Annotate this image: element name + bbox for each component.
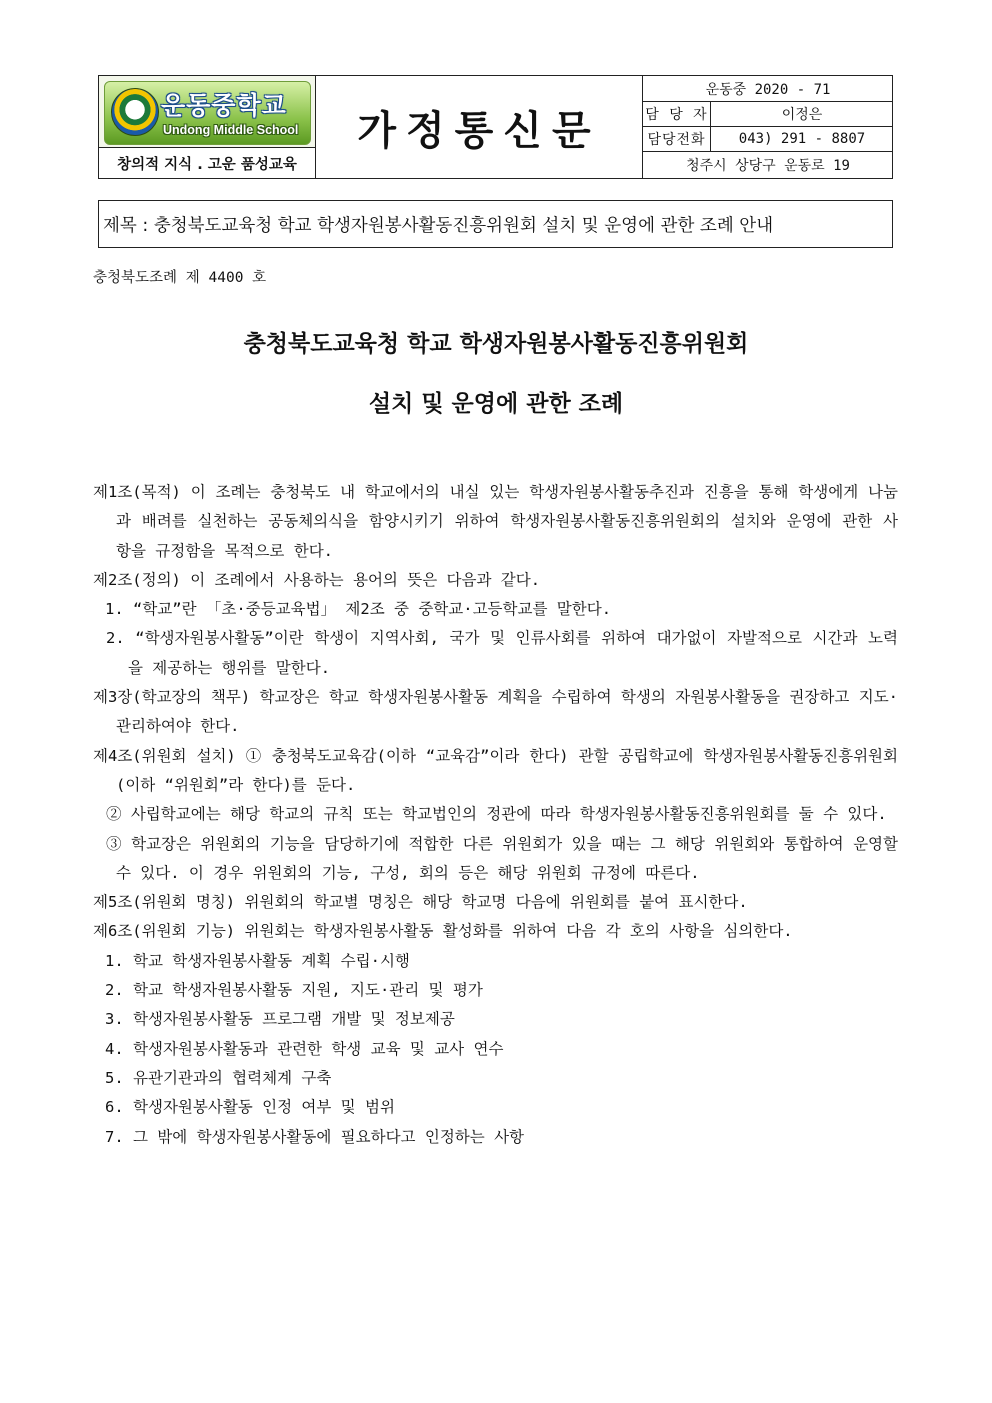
header-table [98,75,893,179]
article-6-item: 2. 학교 학생자원봉사활동 지원, 지도·관리 및 평가 [105,981,483,1000]
article-6-item: 7. 그 밖에 학생자원봉사활동에 필요하다고 인정하는 사항 [105,1127,525,1146]
logo-korean-text: 운동중학교 [161,91,287,120]
phone-row [643,127,893,152]
article-6-item: 5. 유관기관과의 협력체계 구축 [105,1068,332,1087]
school-address: 청주시 상당구 운동로 19 [686,158,850,174]
article-6-item: 1. 학교 학생자원봉사활동 계획 수립·시행 [105,951,410,970]
logo-english-text: Undong Middle School [163,123,299,137]
document-title-line1: 충청북도교육청 학교 학생자원봉사활동진흥위원회 [243,330,749,357]
info-area [642,76,892,178]
article-6-item: 3. 학생자원봉사활동 프로그램 개발 및 정보제공 [105,1010,455,1029]
doc-number: 운동중 2020 - 71 [705,81,831,98]
article-4-paragraph-3: ③ 학교장은 위원회의 기능을 담당하기에 적합한 다른 위원회가 있을 때는 그 해당 위원회와 통합하여 운영할 수 있다. 이 경우 위원회의 기능, 구성, 회의 등은 해당 위원회 규정에 따른다. [106,834,898,882]
school-slogan: 창의적 지식 . 고운 품성교육 [99,148,316,178]
article-6-item: 4. 학생자원봉사활동과 관련한 학생 교육 및 교사 연수 [105,1039,504,1058]
article-2: 제2조(정의) 이 조례에서 사용하는 용어의 뜻은 다음과 같다. [93,570,541,589]
newsletter-title: 가정통신문 [357,107,601,154]
ordinance-body [93,478,898,1152]
manager-row [643,102,893,127]
phone-number: 043) 291 - 8807 [738,131,866,147]
school-logo-cell [99,76,316,148]
manager-label: 담 당 자 [643,102,711,126]
article-2-item-2: 2. “학생자원봉사활동”이란 학생이 지역사회, 국가 및 인류사회를 위하여 대가없이 자발적으로 시간과 노력을 제공하는 행위를 말한다. [106,629,898,677]
doc-number-row [643,76,893,102]
article-3: 제3장(학교장의 책무) 학교장은 학교 학생자원봉사활동 계획을 수립하여 학생의 자원봉사활동을 권장하고 지도·관리하여야 한다. [93,688,898,736]
school-emblem-icon [111,88,159,136]
address-row [643,152,893,178]
subject-box: 제목 : 충청북도교육청 학교 학생자원봉사활동진흥위원회 설치 및 운영에 관한 조례 안내 [98,200,893,248]
article-4-paragraph-2: ② 사립학교에는 해당 학교의 규칙 또는 학교법인의 정관에 따라 학생자원봉사활동진흥위원회를 둘 수 있다. [106,805,887,824]
manager-name: 이정은 [781,107,823,123]
article-6: 제6조(위원회 기능) 위원회는 학생자원봉사활동 활성화를 위하여 다음 각 호의 사항을 심의한다. [93,922,793,941]
phone-label: 담당전화 [643,127,711,151]
document-title-line2: 설치 및 운영에 관한 조례 [368,390,624,417]
school-logo [104,81,311,145]
ordinance-number: 충청북도조례 제 4400 호 [93,270,267,286]
article-5: 제5조(위원회 명칭) 위원회의 학교별 명칭은 해당 학교명 다음에 위원회를 붙여 표시한다. [93,893,748,912]
article-1: 제1조(목적) 이 조례는 충청북도 내 학교에서의 내실 있는 학생자원봉사활동추진과 진흥을 통해 학생에게 나눔과 배려를 실천하는 공동체의식을 함양시키기 위하여 학생자원봉사활동진흥위원회의 설치와 운영에 관한 사항을 규정함을 목적으로 한다. [93,483,898,560]
article-4: 제4조(위원회 설치) ① 충청북도교육감(이하 “교육감”이라 한다) 관할 공립학교에 학생자원봉사활동진흥위원회(이하 “위원회”라 한다)를 둔다. [93,746,898,794]
article-2-item-1: 1. “학교”란 「초·중등교육법」 제2조 중 중학교·고등학교를 말한다. [105,600,612,619]
article-6-item: 6. 학생자원봉사활동 인정 여부 및 범위 [105,1098,395,1117]
